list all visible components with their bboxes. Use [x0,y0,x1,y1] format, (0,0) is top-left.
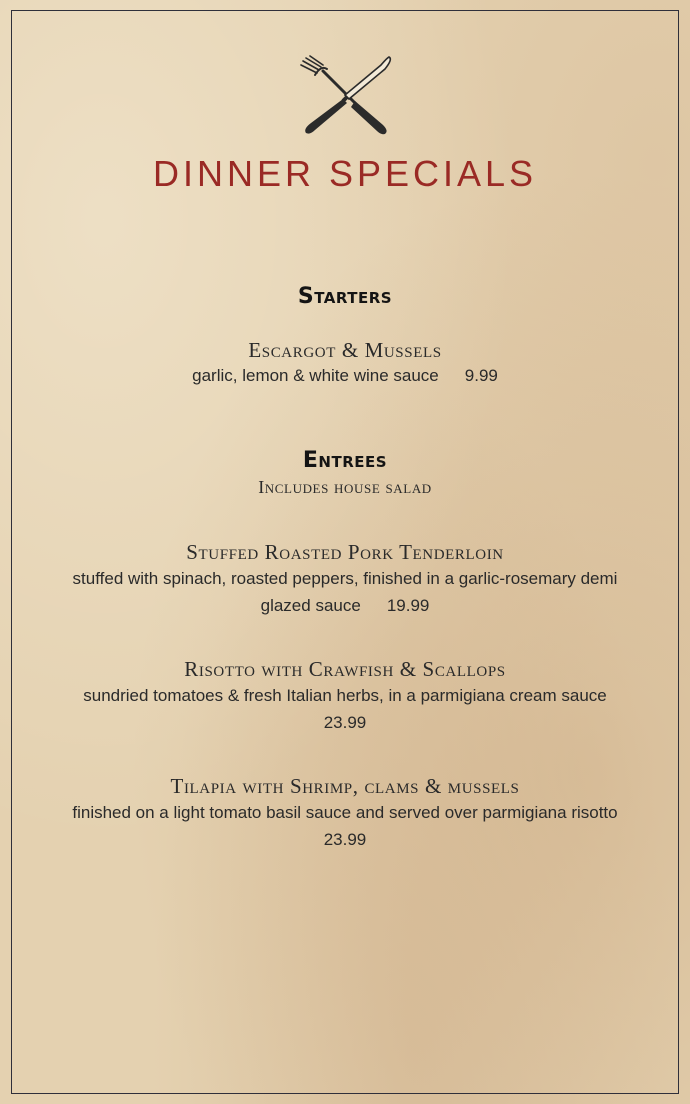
starter-item-desc-text: garlic, lemon & white wine sauce [192,366,439,385]
entree-item-desc-line: glazed sauce [260,596,361,615]
entree-item-desc-line: stuffed with spinach, roasted peppers, finished in a garlic-rosemary demi [72,569,618,588]
starter-item-name: Escargot & Mussels [248,338,442,362]
entrees-heading: Entrees [302,448,388,473]
entree-item-price: 19.99 [386,596,430,615]
starters-heading: Starters [297,284,393,309]
crossed-fork-knife-icon [297,55,393,135]
entrees-note: Includes house salad [258,477,432,497]
entree-item-name: Risotto with Crawfish & Scallops [184,657,506,681]
entree-item-desc-line: finished on a light tomato basil sauce and served over parmigiana risotto [72,803,618,822]
entree-item-name: Tilapia with Shrimp, clams & mussels [170,774,520,798]
entree-item-price: 23.99 [323,713,367,732]
entree-item-desc-line: sundried tomatoes & fresh Italian herbs, in a parmigiana cream sauce [83,686,607,705]
entree-item-description [0,799,690,853]
entree-item-price: 23.99 [323,830,367,849]
entree-item-description [0,682,690,736]
starter-item-price: 9.99 [464,366,498,385]
page-title: DINNER SPECIALS [152,153,538,194]
starter-item-description [0,362,690,389]
entree-item-name: Stuffed Roasted Pork Tenderloin [186,540,504,564]
entree-item-description [0,565,690,619]
